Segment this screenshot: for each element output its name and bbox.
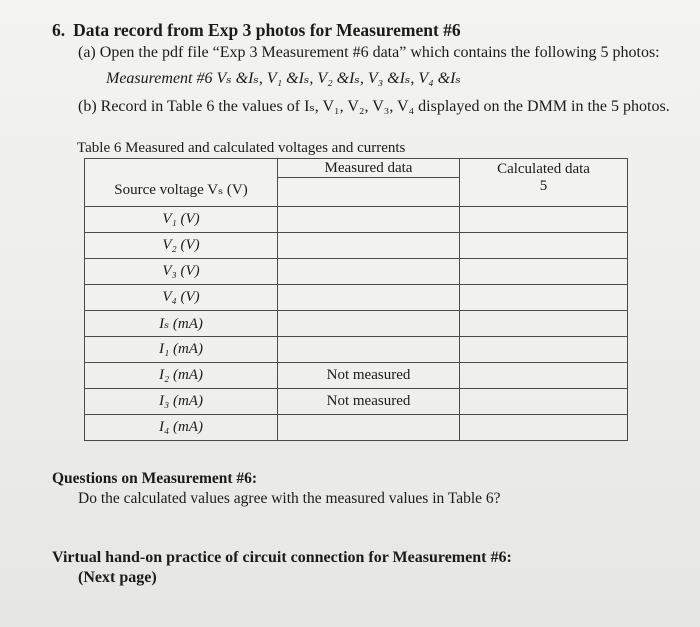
row-label: V₃ (V) [85,258,278,284]
table-row [85,310,628,336]
calculated-cell[interactable] [460,258,628,284]
table-row-source [85,178,628,207]
questions-title: Questions on Measurement #6: [52,470,258,487]
table-row [85,414,628,440]
table-row [85,362,628,388]
row-label: I₁ (mA) [85,336,278,362]
table-caption: Table 6 Measured and calculated voltages and currents [77,140,406,156]
measured-cell-not-measured: Not measured [278,362,460,388]
row-label: V₁ (V) [85,206,278,232]
section-number: 6. [52,20,66,40]
measured-cell-not-measured: Not measured [278,388,460,414]
measured-cell[interactable] [278,258,460,284]
calculated-cell[interactable] [460,284,628,310]
measured-cell[interactable] [278,206,460,232]
calculated-cell[interactable] [460,206,628,232]
section-title: Data record from Exp 3 photos for Measurement #6 [73,20,461,40]
row-label: Source voltage Vₛ (V) [85,178,278,207]
row-label: Iₛ (mA) [85,310,278,336]
data-table-6 [84,158,628,441]
row-label: V₄ (V) [85,284,278,310]
measured-cell[interactable] [278,178,460,207]
row-label: I₃ (mA) [85,388,278,414]
header-calculated: Calculated data [460,159,628,178]
row-label: I₂ (mA) [85,362,278,388]
row-label: V₂ (V) [85,232,278,258]
header-blank-cell [85,159,278,178]
calculated-cell[interactable] [460,310,628,336]
measured-cell[interactable] [278,336,460,362]
next-page-note: (Next page) [78,569,157,586]
calculated-cell[interactable] [460,362,628,388]
measured-cell[interactable] [278,414,460,440]
table-header-row [85,159,628,178]
measured-cell[interactable] [278,284,460,310]
calculated-cell[interactable] [460,336,628,362]
item-a-photo-list: Measurement #6 Vₛ &Iₛ, V₁ &Iₛ, V₂ &Iₛ, V₃ &Iₛ, V₄ &Iₛ [106,70,461,87]
calculated-cell[interactable] [460,232,628,258]
table-row [85,284,628,310]
table-row [85,336,628,362]
table-row [85,258,628,284]
measured-cell[interactable] [278,232,460,258]
header-measured: Measured data [278,159,460,178]
section-heading [52,20,461,41]
table-row [85,206,628,232]
row-label: I₄ (mA) [85,414,278,440]
calculated-cell[interactable] [460,388,628,414]
calculated-cell[interactable] [460,414,628,440]
calculated-cell[interactable]: 5 [460,178,628,207]
item-b-text: (b) Record in Table 6 the values of Iₛ, V₁, V₂, V₃, V₄ displayed on the DMM in the 5 photos. [78,98,670,115]
item-a-text: (a) Open the pdf file “Exp 3 Measurement #6 data” which contains the following 5 photos: [78,44,660,61]
questions-text: Do the calculated values agree with the measured values in Table 6? [78,490,501,507]
table-row [85,232,628,258]
virtual-practice-title: Virtual hand-on practice of circuit connection for Measurement #6: [52,549,512,566]
table-row [85,388,628,414]
measured-cell[interactable] [278,310,460,336]
